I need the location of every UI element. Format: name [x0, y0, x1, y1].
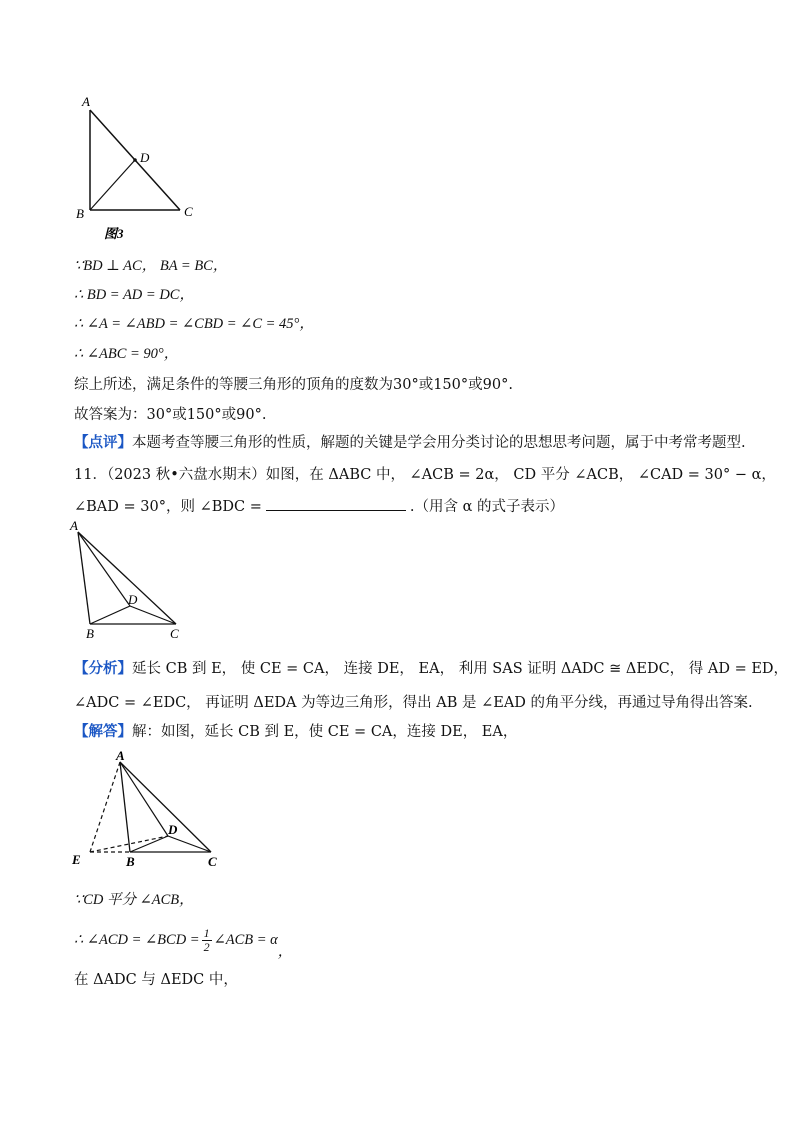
- comment-line: [74, 433, 746, 453]
- analysis-text-1: 延长 CB 到 E， 使 CE = CA， 连接 DE， EA， 利用 SAS 证明 ΔADC ≅ ΔEDC， 得 AD = ED，: [132, 661, 789, 677]
- vertex-label-a: A: [70, 518, 78, 533]
- question-11-line-1: 11．（2023 秋•六盘水期末）如图，在 ΔABC 中， ∠ACB = 2α， CD 平分 ∠ACB， ∠CAD = 30° − α，: [74, 467, 776, 483]
- figure-3: [70, 92, 210, 247]
- analysis-tag: 【分析】: [74, 660, 132, 677]
- proof-line-2: ∴ BD = AD = DC，: [74, 287, 194, 303]
- answer-blank: [266, 496, 406, 511]
- solution-step-1: ∵CD 平分 ∠ACB，: [74, 892, 194, 908]
- fraction-denominator: 2: [203, 940, 210, 954]
- comment-text: 本题考查等腰三角形的性质，解题的关键是学会用分类讨论的思想思考问题，属于中考常考题型.: [132, 435, 746, 451]
- vertex-label-d: D: [140, 150, 150, 165]
- vertex-label-b: B: [126, 854, 135, 869]
- question-11-line-2: [74, 496, 564, 517]
- solution-step-3: 在 ΔADC 与 ΔEDC 中，: [74, 972, 238, 988]
- figure-caption: 图3: [104, 226, 124, 241]
- figure-solution: [68, 748, 233, 873]
- vertex-label-c: C: [184, 204, 193, 219]
- proof-line-4: ∴ ∠ABC = 90°，: [74, 346, 179, 362]
- question-11-text-b: .（用含 α 的式子表示）: [409, 499, 564, 515]
- question-11-text-a: ∠BAD = 30°，则 ∠BDC =: [74, 499, 262, 515]
- solution-step-2-c: ，: [277, 943, 293, 960]
- summary-line: 综上所述，满足条件的等腰三角形的顶角的度数为30°或150°或90°.: [74, 377, 513, 393]
- solution-tag: 【解答】: [74, 723, 132, 740]
- fraction-numerator: 1: [203, 926, 210, 940]
- vertex-label-a: A: [82, 94, 90, 109]
- proof-line-1: ∵BD ⊥ AC， BA = BC，: [74, 258, 228, 274]
- solution-line: [74, 722, 517, 742]
- vertex-label-e: E: [72, 852, 81, 867]
- solution-step-2-a: ∴ ∠ACD = ∠BCD =: [74, 931, 200, 948]
- fraction-one-half: [202, 927, 212, 954]
- solution-text: 解：如图，延长 CB 到 E，使 CE = CA，连接 DE， EA，: [132, 724, 518, 740]
- vertex-label-d: D: [128, 592, 138, 607]
- vertex-label-a: A: [116, 748, 125, 763]
- solution-step-2-b: ∠ACB = α: [213, 931, 278, 948]
- vertex-label-b: B: [76, 206, 84, 221]
- figure-question-11: [68, 518, 198, 643]
- vertex-label-c: C: [170, 626, 179, 641]
- analysis-line-2: ∠ADC = ∠EDC， 再证明 ΔEDA 为等边三角形，得出 AB 是 ∠EAD 的角平分线，再通过导角得出答案.: [74, 695, 753, 711]
- vertex-label-c: C: [208, 854, 217, 869]
- vertex-label-d: D: [168, 822, 178, 837]
- vertex-label-b: B: [86, 626, 94, 641]
- analysis-line-1: [74, 659, 788, 679]
- comment-tag: 【点评】: [74, 434, 132, 451]
- solution-step-2: [74, 926, 293, 960]
- answer-line: 故答案为：30°或150°或90°.: [74, 407, 267, 423]
- proof-line-3: ∴ ∠A = ∠ABD = ∠CBD = ∠C = 45°，: [74, 316, 314, 332]
